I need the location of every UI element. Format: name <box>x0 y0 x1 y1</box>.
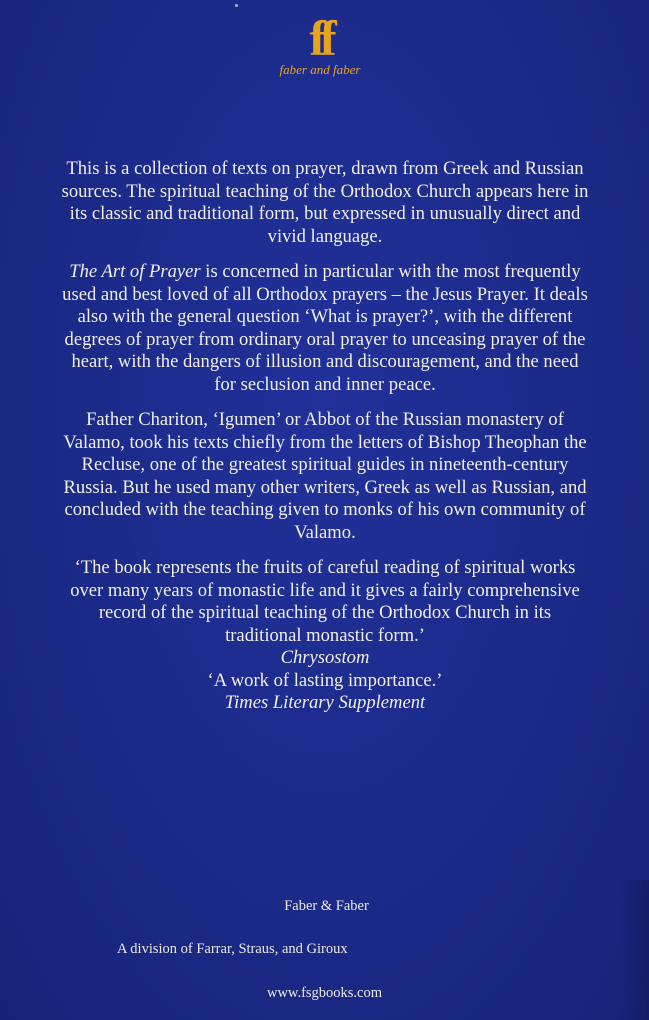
review-quote-2 <box>60 670 590 715</box>
book-title: The Art of Prayer <box>69 261 201 282</box>
dust-speck <box>235 4 238 7</box>
quote-source: Times Literary Supplement <box>224 692 426 713</box>
logo-mark: ff <box>309 10 331 66</box>
publisher-division-text: A division of Farrar, Straus, and Giroux <box>117 941 348 957</box>
quote-text: ‘A work of lasting importance.’ <box>207 669 443 691</box>
blurb-paragraph-2 <box>60 261 590 396</box>
blurb <box>60 158 590 715</box>
quote-source: Chrysostom <box>280 647 370 668</box>
blurb-paragraph-1: This is a collection of texts on prayer, drawn from Greek and Russian sources. The spiritual teaching of the Orthodox Church appears here in its classic and traditional form, but expressed in unusually direct and vivid language. <box>61 158 589 247</box>
quote-text: ‘The book represents the fruits of careful reading of spiritual works over many years of monastic life and it gives a fairly comprehensive record of the spiritual teaching of the Orthodox Church in its traditional monastic form.’ <box>70 557 580 646</box>
publisher-logo <box>265 10 375 78</box>
blurb-paragraph-2-text: is concerned in particular with the most frequently used and best loved of all Orthodox prayers – the Jesus Prayer. It deals also with the general question ‘What is prayer?’, with the different degrees of prayer from ordinary oral prayer to unceasing prayer of the heart, with the dangers of illusion and discouragement, and the need for seclusion and inner peace. <box>62 261 588 395</box>
edge-shadow <box>619 880 649 1020</box>
logo-name: faber and faber <box>279 62 361 77</box>
publisher-url[interactable]: www.fsgbooks.com <box>266 985 383 1001</box>
blurb-paragraph-3: Father Chariton, ‘Igumen’ or Abbot of the Russian monastery of Valamo, took his texts chiefly from the letters of Bishop Theophan the Recluse, one of the greatest spiritual guides in nineteenth-century Russia. But he used many other writers, Greek as well as Russian, and concluded with the teaching given to monks of his own community of Valamo. <box>63 409 587 543</box>
publisher-name: Faber & Faber <box>284 898 369 914</box>
review-quote-1 <box>60 557 590 670</box>
